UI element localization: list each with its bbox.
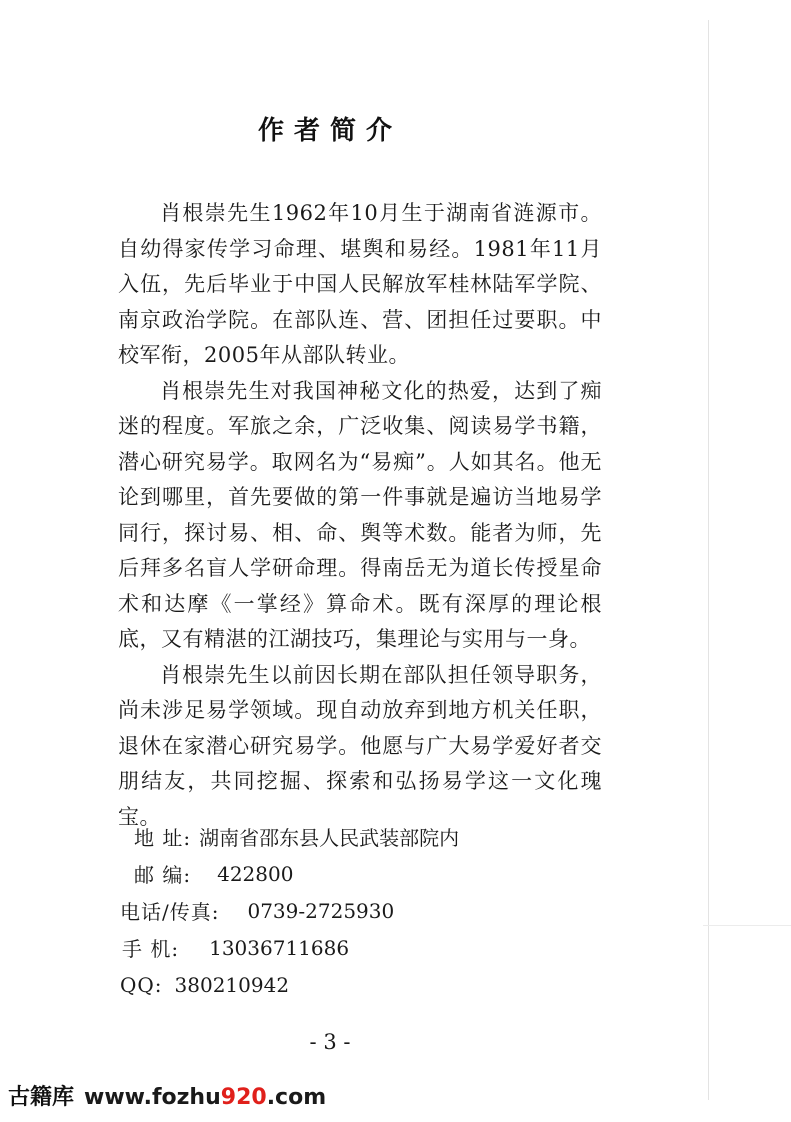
qq-label: QQ: [120,972,163,997]
postcode-value: 422800 [217,861,294,886]
site-url-suffix: .com [266,1085,327,1110]
contact-mobile-row [118,929,598,966]
postcode-label: 邮 编: [134,863,192,887]
page-title: 作者简介 [257,116,402,146]
bio-paragraph-3: 肖根崇先生以前因长期在部队担任领导职务，尚未涉足易学领域。现自动放弃到地方机关任职，退休在家潜心研究易学。他愿与广大易学爱好者交朋结友，共同挖掘、探索和弘扬易学这一文化瑰宝。 [118,662,602,829]
contact-info [118,818,598,1003]
address-value: 湖南省邵东县人民武装部院内 [199,826,460,850]
phone-fax-value: 0739-2725930 [247,898,395,923]
site-name: 古籍库 [8,1085,75,1110]
bio-paragraph-1: 肖根崇先生1962年10月生于湖南省涟源市。自幼得家传学习命理、堪舆和易经。1981年11月入伍，先后毕业于中国人民解放军桂林陆军学院、南京政治学院。在部队连、营、团担任过要职。中校军衔，2005年从部队转业。 [118,201,602,367]
qq-value: 380210942 [174,972,290,997]
phone-fax-label: 电话/传真: [120,900,220,924]
scan-crease-line [703,925,791,926]
site-url-number: 920 [220,1085,267,1110]
address-label: 地 址: [134,826,192,850]
watermark-footer [8,1080,326,1111]
author-bio [118,196,602,835]
contact-phone-row [118,892,598,929]
bio-paragraph-2: 肖根崇先生对我国神秘文化的热爱，达到了痴迷的程度。军旅之余，广泛收集、阅读易学书籍，潜心研究易学。取网名为“易痴”。人如其名。他无论到哪里，首先要做的第一件事就是遍访当地易学同行，探讨易、相、命、舆等术数。能者为师，先后拜多名盲人学研命理。得南岳无为道长传授星命术和达摩《一掌经》算命术。既有深厚的理论根底，又有精湛的江湖技巧，集理论与实用与一身。 [118,378,602,651]
contact-address-row [118,818,598,855]
page-number: - 3 - [309,1030,351,1054]
mobile-label: 手 机: [122,937,180,961]
mobile-value: 13036711686 [209,935,350,960]
scan-edge-line [708,20,709,1100]
contact-qq-row [118,966,598,1003]
site-url-prefix: www.fozhu [84,1085,221,1110]
contact-postcode-row [118,855,598,892]
